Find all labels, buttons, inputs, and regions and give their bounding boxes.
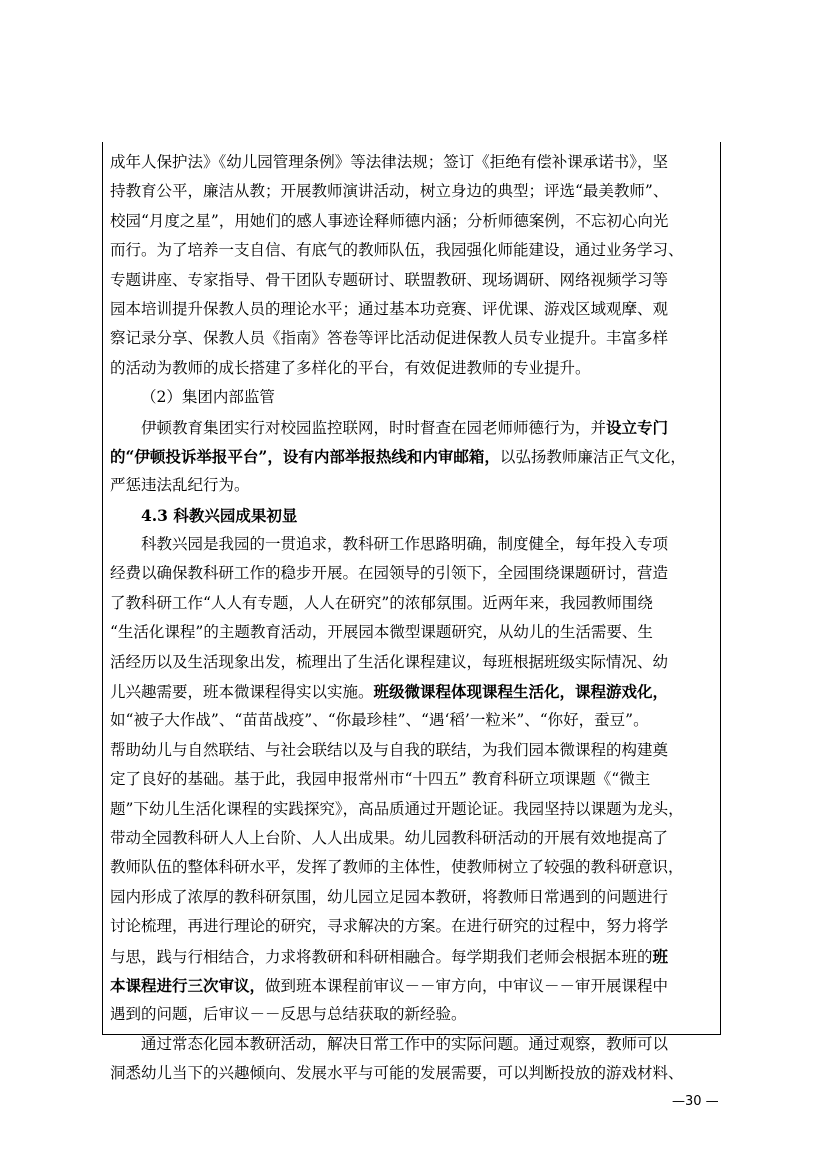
text-line: 与思，践与行相结合，力求将教研和科研相融合。每学期我们老师会根据本班的班 [110,946,669,966]
text-line: 讨论梳理，再进行理论的研究，寻求解决的方案。在进行研究的过程中，努力将学 [110,917,669,936]
text-line: 科教兴园是我园的一贯追求，教科研工作思路明确，制度健全，每年投入专项 [141,535,669,554]
text-line: 带动全园教科研人人上台阶、人人出成果。幼儿园教科研活动的开展有效地提高了 [110,828,669,847]
text-line: 教师队伍的整体科研水平，发挥了教师的主体性，使教师树立了较强的教科研意识， [110,858,684,877]
text-line: 的活动为教师的成长搭建了多样化的平台，有效促进教师的专业提升。 [110,358,591,377]
text-line: 察记录分享、保教人员《指南》答卷等评比活动促进保教人员专业提升。丰富多样 [110,329,669,348]
text-line: 题”下幼儿生活化课程的实践探究》，高品质通过开题论证。我园坚持以课题为龙头， [110,799,684,818]
page-number: —30 — [672,1094,719,1109]
text-line: 了教科研工作“人人有专题，人人在研究”的浓郁氛围。近两年来，我园教师围绕 [110,593,653,612]
text-line: 活经历以及生活现象出发，梳理出了生活化课程建议，每班根据班级实际情况、幼 [110,652,669,671]
text-line: 经费以确保教科研工作的稳步开展。在园领导的引领下，全园围绕课题研讨，营造 [110,564,669,583]
text-line: 而行。为了培养一支自信、有底气的教师队伍，我园强化师能建设，通过业务学习、 [110,241,684,260]
text-line: 如“被子大作战”、“苗苗战疫”、“你最珍桂”、“遇‘稻’一粒米”、“你好，蚕豆”。 [110,711,649,730]
text-line: 园本培训提升保教人员的理论水平；通过基本功竞赛、评优课、游戏区域观摩、观 [110,299,669,318]
text-line: 儿兴趣需要，班本微课程得实以实施。班级微课程体现课程生活化，课程游戏化， [110,682,669,702]
text-line: 的“伊顿投诉举报平台”，设有内部举报热线和内审邮箱，以弘扬教师廉洁正气文化， [110,446,686,466]
section-heading: 4.3 科教兴园成果初显 [141,505,298,525]
text-line: 通过常态化园本教研活动，解决日常工作中的实际问题。通过观察，教师可以 [141,1034,669,1053]
text-line: 定了良好的基础。基于此，我园申报常州市“十四五” 教育科研立项课题《“微主 [110,770,651,789]
text-line: 伊顿教育集团实行对校园监控联网，时时督查在园老师师德行为，并设立专门 [141,417,669,437]
text-line: 持教育公平，廉洁从教；开展教师演讲活动，树立身边的典型；评选“最美教师”、 [110,182,669,201]
subsection-heading: （2）集团内部监管 [141,388,275,407]
document-body [110,148,722,1089]
text-line: 洞悉幼儿当下的兴趣倾向、发展水平与可能的发展需要，可以判断投放的游戏材料、 [110,1064,684,1083]
text-line: 遇到的问题，后审议－－反思与总结获取的新经验。 [110,1005,467,1024]
text-line: “生活化课程”的主题教育活动，开展园本微型课题研究，从幼儿的生活需要、生 [110,623,653,642]
text-line: 成年人保护法》《幼儿园管理条例》等法律法规；签订《拒绝有偿补课承诺书》，坚 [110,153,669,171]
text-line: 严惩违法乱纪行为。 [110,476,250,495]
text-line: 帮助幼儿与自然联结、与社会联结以及与自我的联结，为我们园本微课程的构建奠 [110,740,669,759]
text-line: 专题讲座、专家指导、骨干团队专题研讨、联盟教研、现场调研、网络视频学习等 [110,270,669,289]
text-line: 本课程进行三次审议，做到班本课程前审议－－审方向，中审议－－审开展课程中 [110,975,669,995]
text-line: 园内形成了浓厚的教科研氛围，幼儿园立足园本教研，将教师日常遇到的问题进行 [110,887,669,906]
text-line: 校园“月度之星”，用她们的感人事迹诠释师德内涵；分析师德案例，不忘初心向光 [110,211,669,230]
